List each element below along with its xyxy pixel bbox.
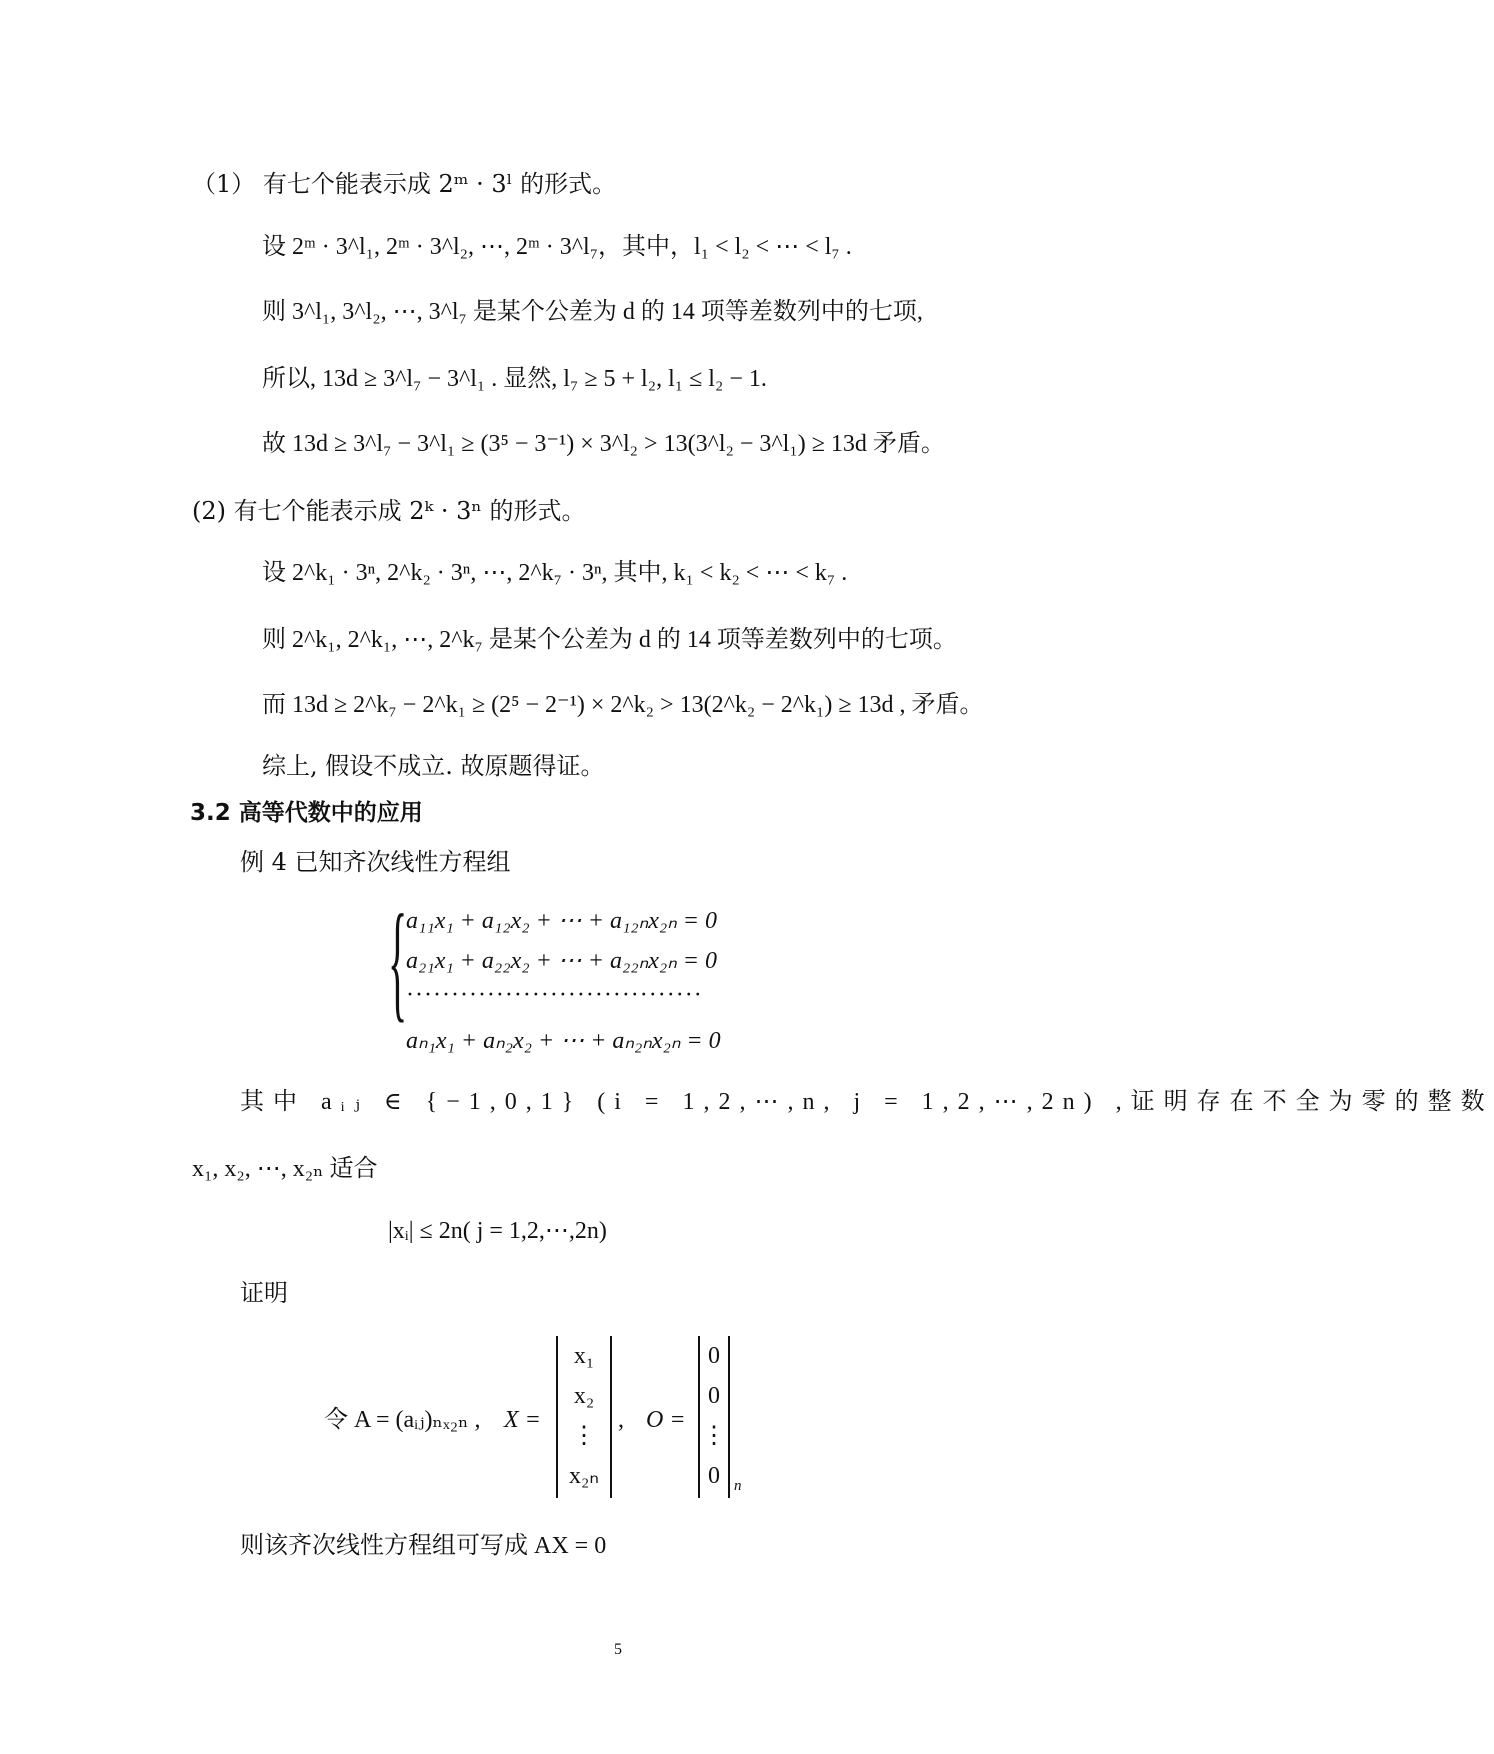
O-vector bbox=[702, 1336, 726, 1496]
left-brace: { bbox=[388, 886, 408, 1035]
equation-row-2: a₂₁x₁ + a₂₂x₂ + ⋯ + a₂₂ₙx₂ₙ = 0 bbox=[406, 948, 717, 974]
O-entry-1: 0 bbox=[708, 1343, 720, 1369]
proof-label: 证明 bbox=[240, 1279, 288, 1307]
equation-row-n: aₙ₁x₁ + aₙ₂x₂ + ⋯ + aₙ₂ₙx₂ₙ = 0 bbox=[406, 1028, 721, 1054]
O-right-bracket bbox=[728, 1336, 730, 1498]
case1-therefore: 故 13d ≥ 3^l₇ − 3^l₁ ≥ (3⁵ − 3⁻¹) × 3^l₂ > 13(3^l₂ − 3^l₁) ≥ 13d 矛盾。 bbox=[262, 431, 945, 457]
case1-so: 所以, 13d ≥ 3^l₇ − 3^l₁ . 显然, l₇ ≥ 5 + l₂, l₁ ≤ l₂ − 1. bbox=[262, 366, 767, 392]
example-intro: 例 4 已知齐次线性方程组 bbox=[240, 848, 511, 876]
X-entry-2: x₂ bbox=[573, 1383, 595, 1409]
equation-row-1: a₁₁x₁ + a₁₂x₂ + ⋯ + a₁₂ₙx₂ₙ = 0 bbox=[406, 908, 717, 934]
comma-separator: , bbox=[618, 1407, 624, 1433]
O-entry-4: 0 bbox=[708, 1463, 720, 1489]
O-subscript: n bbox=[734, 1478, 742, 1494]
case2-title: (2) 有七个能表示成 2ᵏ · 3ⁿ 的形式。 bbox=[192, 497, 586, 525]
X-left-bracket bbox=[556, 1336, 558, 1498]
condition-line-1: 其中 aᵢⱼ ∈ {−1,0,1} (i = 1,2,⋯,n, j = 1,2,⋯,2n) ,证明存在不全为零的整数 bbox=[240, 1089, 1494, 1115]
X-entry-3: ⋮ bbox=[572, 1423, 596, 1449]
case1-then: 则 3^l₁, 3^l₂, ⋯, 3^l₇ 是某个公差为 d 的 14 项等差数列中的七项, bbox=[262, 299, 923, 325]
let-A-definition: 令 A = (aᵢⱼ)ₙₓ₂ₙ , bbox=[324, 1407, 481, 1433]
case2-while: 而 13d ≥ 2^k₇ − 2^k₁ ≥ (2⁵ − 2⁻¹) × 2^k₂ > 13(2^k₂ − 2^k₁) ≥ 13d , 矛盾。 bbox=[262, 692, 984, 718]
page-number: 5 bbox=[614, 1641, 622, 1658]
case2-assume: 设 2^k₁ · 3ⁿ, 2^k₂ · 3ⁿ, ⋯, 2^k₇ · 3ⁿ, 其中, k₁ < k₂ < ⋯ < k₇ . bbox=[262, 560, 848, 586]
O-entry-2: 0 bbox=[708, 1383, 720, 1409]
case2-conclusion: 综上, 假设不成立. 故原题得证。 bbox=[262, 752, 605, 780]
X-right-bracket bbox=[610, 1336, 612, 1498]
rewrite-line: 则该齐次线性方程组可写成 AX = 0 bbox=[240, 1533, 607, 1559]
X-vector bbox=[562, 1336, 606, 1496]
case1-assume: 设 2ᵐ · 3^l₁, 2ᵐ · 3^l₂, ⋯, 2ᵐ · 3^l₇，其中，l₁ < l₂ < ⋯ < l₇ . bbox=[262, 234, 852, 260]
X-label: X = bbox=[504, 1407, 541, 1433]
X-entry-1: x₁ bbox=[573, 1343, 595, 1369]
case2-then: 则 2^k₁, 2^k₁, ⋯, 2^k₇ 是某个公差为 d 的 14 项等差数列中的七项。 bbox=[262, 627, 957, 653]
bound-inequality: |xᵢ| ≤ 2n( j = 1,2,⋯,2n) bbox=[388, 1218, 607, 1244]
O-entry-3: ⋮ bbox=[702, 1423, 726, 1449]
X-entry-4: x₂ₙ bbox=[569, 1463, 599, 1489]
case1-title: （1） 有七个能表示成 2ᵐ · 3ˡ 的形式。 bbox=[192, 170, 617, 198]
condition-line-2: x₁, x₂, ⋯, x₂ₙ 适合 bbox=[192, 1156, 378, 1182]
section-heading: 3.2 高等代数中的应用 bbox=[190, 800, 423, 826]
O-label: O = bbox=[646, 1407, 686, 1433]
O-left-bracket bbox=[698, 1336, 700, 1498]
equation-row-dots: ································· bbox=[406, 982, 703, 1008]
